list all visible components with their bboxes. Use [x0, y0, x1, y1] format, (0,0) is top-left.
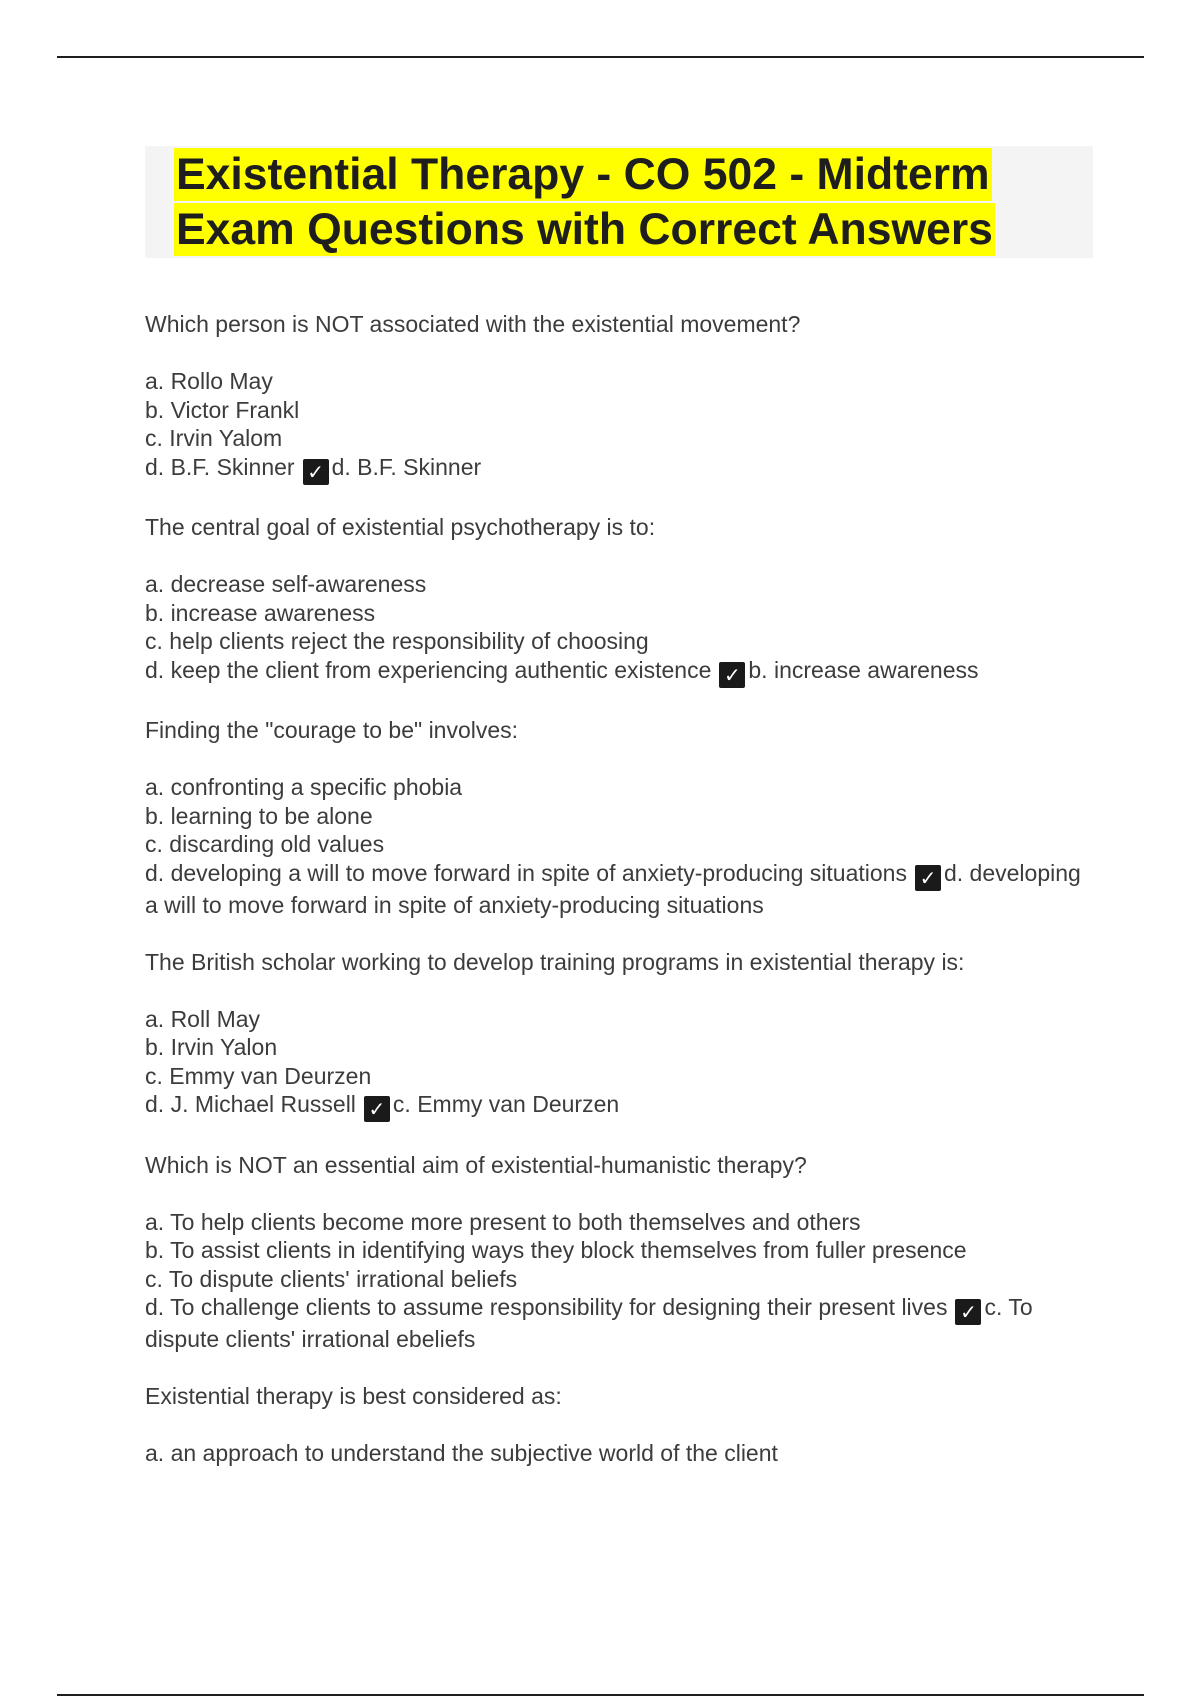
option-list: [145, 1439, 1095, 1468]
option: c. Emmy van Deurzen: [145, 1062, 372, 1089]
correct-answer: c. Emmy van Deurzen: [392, 1091, 620, 1117]
question-block: [145, 513, 1095, 688]
checkmark-icon: ✓: [955, 1299, 981, 1325]
correct-answer: c. To dispute clients' irrational ebeliefs: [145, 1294, 1033, 1352]
option-list: [145, 1005, 1095, 1123]
option: b. Irvin Yalon: [145, 1034, 278, 1060]
option: a. confronting a specific phobia: [145, 774, 463, 800]
question-text: Which is NOT an essential aim of existential-humanistic therapy?: [145, 1151, 807, 1178]
correct-answer: b. increase awareness: [748, 656, 979, 683]
option-list: [145, 1208, 1095, 1354]
checkmark-icon: ✓: [364, 1096, 390, 1122]
checkmark-icon: ✓: [719, 662, 745, 688]
option: b. increase awareness: [145, 599, 376, 626]
correct-answer: d. B.F. Skinner: [331, 453, 482, 480]
checkmark-icon: ✓: [303, 459, 329, 485]
title-line-2: Exam Questions with Correct Answers: [176, 205, 993, 254]
checkmark-icon: ✓: [915, 865, 941, 891]
option-text: d. To challenge clients to assume responsibility for designing their present lives: [145, 1294, 948, 1320]
option-text: d. developing a will to move forward in spite of anxiety-producing situations: [145, 859, 907, 886]
option-text: d. keep the client from experiencing authentic existence: [145, 656, 712, 683]
question-block: [145, 716, 1095, 919]
option: a. an approach to understand the subjective world of the client: [145, 1440, 778, 1466]
option-list: [145, 367, 1095, 485]
correct-answer: d. developing a will to move forward in spite of anxiety-producing situations: [145, 859, 1081, 918]
option: b. Victor Frankl: [145, 396, 300, 423]
option: c. help clients reject the responsibility of choosing: [145, 628, 649, 654]
option: a. decrease self-awareness: [145, 571, 427, 597]
option-list: [145, 773, 1095, 919]
question-text: Finding the "courage to be" involves:: [145, 717, 519, 743]
question-text: The central goal of existential psychotherapy is to:: [145, 514, 656, 540]
option-list: [145, 570, 1095, 688]
option: c. To dispute clients' irrational beliefs: [145, 1265, 518, 1292]
question-block: [145, 310, 1095, 485]
question-text: Existential therapy is best considered as:: [145, 1383, 562, 1409]
option-text: d. J. Michael Russell: [145, 1091, 356, 1117]
question-block: [145, 948, 1095, 1123]
document-title: [174, 147, 995, 257]
question-text: Which person is NOT associated with the existential movement?: [145, 311, 801, 337]
option-last: [145, 859, 1095, 920]
option: a. To help clients become more present to both themselves and others: [145, 1208, 861, 1235]
bottom-rule: [57, 1694, 1144, 1696]
question-block: [145, 1151, 1095, 1354]
question-list: [145, 310, 1095, 1496]
option: c. discarding old values: [145, 831, 385, 857]
option: a. Roll May: [145, 1005, 261, 1032]
option-last: [145, 1090, 1095, 1122]
option: b. To assist clients in identifying ways they block themselves from fuller presence: [145, 1237, 967, 1263]
option: b. learning to be alone: [145, 802, 373, 829]
option-last: [145, 1293, 1095, 1354]
option-text: d. B.F. Skinner: [145, 453, 295, 480]
title-line-1: Existential Therapy - CO 502 - Midterm: [176, 150, 990, 199]
question-text: The British scholar working to develop training programs in existential therapy is:: [145, 948, 965, 975]
option: a. Rollo May: [145, 368, 273, 394]
option-last: [145, 453, 1095, 485]
option-last: [145, 656, 1095, 688]
question-block: [145, 1382, 1095, 1468]
top-rule: [57, 56, 1144, 58]
option: c. Irvin Yalom: [145, 425, 283, 451]
